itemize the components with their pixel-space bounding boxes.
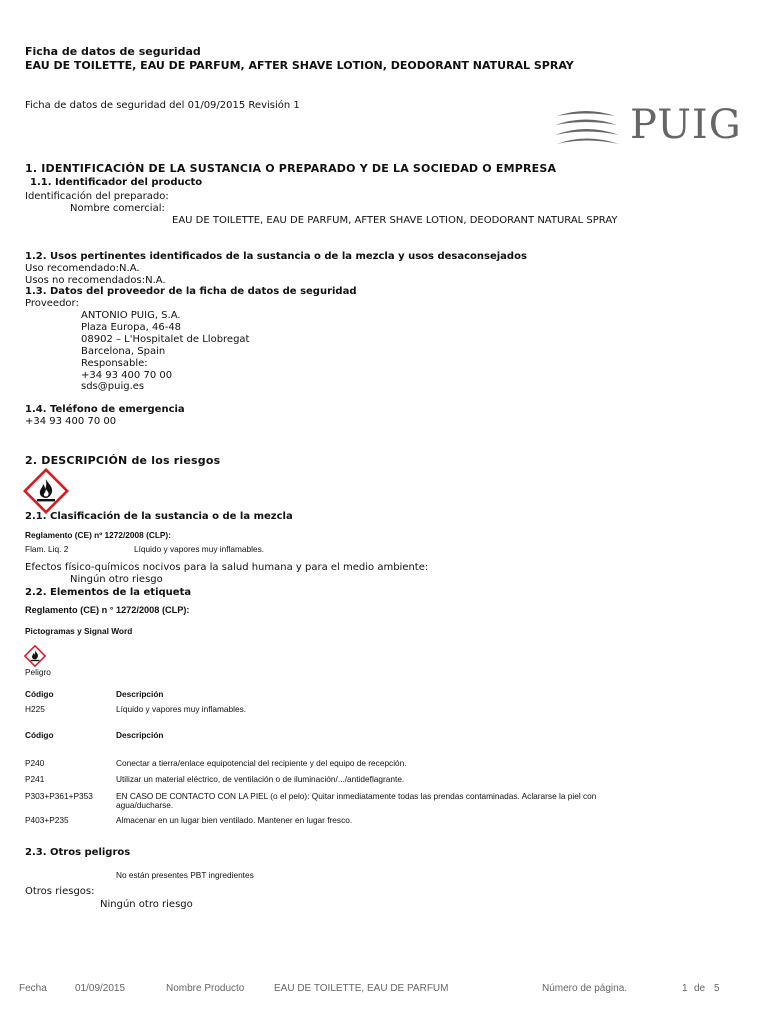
supplier-line: 08902 – L'Hospitalet de Llobregat [81, 333, 250, 345]
regulation-2: Reglamento (CE) n ° 1272/2008 (CLP): [25, 605, 190, 615]
section-2-2-title: 2.2. Elementos de la etiqueta [25, 587, 192, 598]
footer-page-total: 5 [714, 983, 720, 994]
product-title: EAU DE TOILETTE, EAU DE PARFUM, AFTER SHAVE LOTION, DEODORANT NATURAL SPRAY [25, 59, 574, 72]
section-1-title: 1. IDENTIFICACIÓN DE LA SUSTANCIA O PREPARADO Y DE LA SOCIEDAD O EMPRESA [25, 162, 557, 175]
health-effects-value: Ningún otro riesgo [70, 574, 163, 585]
emergency-phone: +34 93 400 70 00 [25, 416, 117, 427]
document-label: Ficha de datos de seguridad [25, 45, 201, 58]
not-recommended-use: Usos no recomendados:N.A. [25, 275, 166, 286]
hazard-desc: Líquido y vapores muy inflamables. [116, 704, 247, 714]
trade-name-label: Nombre comercial: [70, 203, 165, 214]
section-2-1-title: 2.1. Clasificación de la sustancia o de la mezcla [25, 511, 293, 522]
precaution-code: P303+P361+P353 [25, 791, 93, 801]
hazard-col-code: Código [25, 689, 54, 699]
precaution-desc: Almacenar en un lugar bien ventilado. Mantener en lugar fresco. [116, 815, 353, 825]
section-2-3-title: 2.3. Otros peligros [25, 847, 131, 858]
section-2-title: 2. DESCRIPCIÓN de los riesgos [25, 454, 221, 467]
footer-product-value: EAU DE TOILETTE, EAU DE PARFUM [274, 983, 449, 994]
supplier-line: Plaza Europa, 46-48 [81, 321, 182, 333]
supplier-line: ANTONIO PUIG, S.A. [81, 310, 181, 321]
footer-date-label: Fecha [19, 983, 47, 994]
regulation-1: Reglamento (CE) nº 1272/2008 (CLP): [25, 530, 171, 540]
precaution-col-code: Código [25, 730, 54, 740]
supplier-line: +34 93 400 70 00 [81, 369, 173, 381]
precaution-desc: EN CASO DE CONTACTO CON LA PIEL (o el pelo): Quitar inmediatamente todas las prendas contaminadas. Aclararse la piel con [116, 791, 597, 801]
pbt-text: No están presentes PBT ingredientes [116, 870, 254, 880]
supplier-line: Responsable: [81, 357, 148, 369]
precaution-code: P241 [25, 774, 45, 784]
health-effects-label: Efectos físico-químicos nocivos para la salud humana y para el medio ambiente: [25, 562, 429, 573]
signal-word: Peligro [25, 667, 51, 677]
ident-label: Identificación del preparado: [25, 191, 169, 202]
flame-hazard-icon [23, 468, 69, 514]
hazard-col-desc: Descripción [116, 689, 164, 699]
supplier-address [81, 310, 249, 393]
revision-line: Ficha de datos de seguridad del 01/09/2015 Revisión 1 [25, 100, 300, 111]
section-1-3-title: 1.3. Datos del proveedor de la ficha de datos de seguridad [25, 286, 357, 297]
classification-code: Flam. Liq. 2 [25, 544, 69, 554]
other-risks-value: Ningún otro riesgo [100, 899, 193, 910]
precaution-desc: Conectar a tierra/enlace equipotencial del recipiente y del equipo de recepción. [116, 758, 407, 768]
footer-page-of: de [694, 983, 706, 994]
precaution-code: P240 [25, 758, 45, 768]
puig-logo [553, 108, 623, 151]
recommended-use: Uso recomendado:N.A. [25, 263, 140, 274]
supplier-line: sds@puig.es [81, 381, 145, 393]
trade-name-value: EAU DE TOILETTE, EAU DE PARFUM, AFTER SHAVE LOTION, DEODORANT NATURAL SPRAY [172, 215, 618, 226]
pictograms-label: Pictogramas y Signal Word [25, 626, 133, 636]
footer-product-label: Nombre Producto [166, 983, 245, 994]
precaution-desc-continued: agua/ducharse. [116, 800, 174, 810]
supplier-label: Proveedor: [25, 298, 79, 309]
classification-text: Líquido y vapores muy inflamables. [134, 544, 265, 554]
section-1-1-title: 1.1. Identificador del producto [30, 177, 203, 188]
hazard-code: H225 [25, 704, 45, 714]
puig-logo-waves-icon [553, 108, 623, 148]
footer-date-value: 01/09/2015 [75, 983, 126, 994]
small-flame-hazard-icon [24, 645, 46, 667]
supplier-line: Barcelona, Spain [81, 345, 166, 357]
other-risks-label: Otros riesgos: [25, 886, 95, 897]
precaution-col-desc: Descripción [116, 730, 164, 740]
footer-page-label: Número de página. [542, 983, 628, 994]
section-1-4-title: 1.4. Teléfono de emergencia [25, 404, 185, 415]
flammable-pictogram [23, 468, 69, 517]
footer-page-current: 1 [682, 983, 688, 994]
section-1-2-title: 1.2. Usos pertinentes identificados de la sustancia o de la mezcla y usos desaconsejados [25, 251, 527, 262]
precaution-code: P403+P235 [25, 815, 69, 825]
puig-logo-text: PUIG [630, 102, 742, 148]
precaution-desc: Utilizar un material eléctrico, de ventilación o de iluminación/.../antideflagrante. [116, 774, 405, 784]
